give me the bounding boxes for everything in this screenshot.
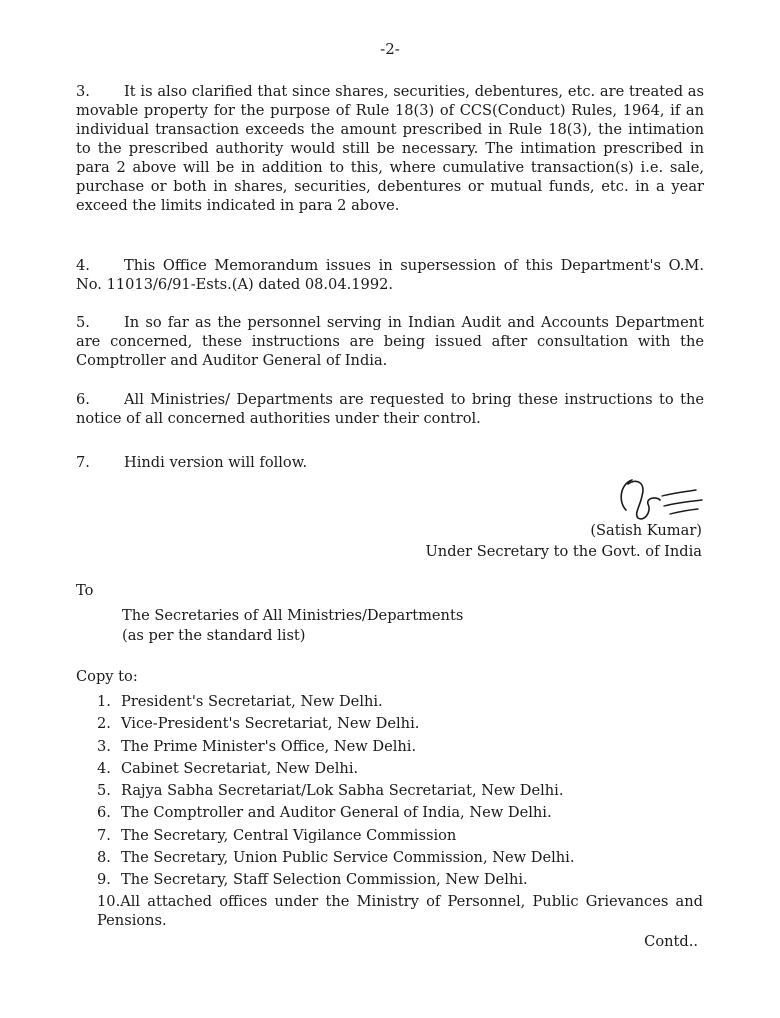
copy-to-text: The Comptroller and Auditor General of India, New Delhi. — [121, 804, 552, 822]
paragraph-number: 5. — [76, 314, 90, 331]
paragraph-6 — [76, 390, 704, 428]
paragraph-5 — [76, 313, 704, 370]
paragraph-number: 3. — [76, 83, 90, 100]
copy-to-text: President's Secretariat, New Delhi. — [121, 693, 383, 710]
paragraph-3 — [76, 82, 704, 215]
copy-to-item — [97, 713, 703, 735]
copy-to-text: All attached offices under the Ministry of Personnel, Public Grievances and Pensions. — [97, 892, 703, 929]
copy-to-number: 3. — [97, 737, 111, 755]
paragraph-text: This Office Memorandum issues in supersession of this Department's O.M. No. 11013/6/91-Ests.(A) dated 08.04.1992. — [76, 257, 704, 293]
copy-to-number: 1. — [97, 693, 111, 710]
copy-to-item — [97, 847, 703, 869]
copy-to-item — [97, 691, 703, 713]
paragraph-number: 6. — [76, 391, 90, 408]
paragraph-4 — [76, 256, 704, 294]
copy-to-list — [97, 691, 703, 930]
copy-to-text: Vice-President's Secretariat, New Delhi. — [121, 715, 420, 733]
copy-to-item — [97, 869, 703, 891]
copy-to-text: The Secretary, Central Vigilance Commission — [121, 826, 457, 844]
copy-to-number: 9. — [97, 871, 111, 889]
copy-to-number: 7. — [97, 826, 111, 844]
page-number: -2- — [380, 40, 400, 58]
paragraph-text: All Ministries/ Departments are requested to bring these instructions to the notice of all concerned authorities under their control. — [76, 391, 704, 427]
copy-to-item — [97, 758, 703, 780]
copy-to-number: 2. — [97, 715, 111, 733]
copy-to-text: Rajya Sabha Secretariat/Lok Sabha Secretariat, New Delhi. — [121, 782, 564, 800]
copy-to-item — [97, 825, 703, 847]
to-label: To — [76, 582, 94, 599]
paragraph-number: 4. — [76, 257, 90, 274]
copy-to-number: 5. — [97, 782, 111, 800]
paragraph-text: It is also clarified that since shares, securities, debentures, etc. are treated as movable property for the purpose of Rule 18(3) of CCS(Conduct) Rules, 1964, if an individual transaction exceeds the amount prescribed in Rule 18(3), the intimation to the prescribed authority would still be necessary. The intimation prescribed in para 2 above will be in addition to this, where cumulative transaction(s) i.e. sale, purchase or both in shares, securities, debentures or mutual funds, etc. in a year exceed the limits indicated in para 2 above. — [76, 83, 704, 214]
copy-to-item — [97, 802, 703, 824]
copy-to-item — [97, 780, 703, 802]
paragraph-text: In so far as the personnel serving in Indian Audit and Accounts Department are concerned, these instructions are being issued after consultation with the Comptroller and Auditor General of India. — [76, 314, 704, 369]
copy-to-item — [97, 736, 703, 758]
addressee-line: (as per the standard list) — [122, 627, 306, 644]
signatory-designation: Under Secretary to the Govt. of India — [425, 543, 702, 560]
copy-to-text: The Secretary, Staff Selection Commission, New Delhi. — [121, 871, 528, 889]
copy-to-label: Copy to: — [76, 668, 138, 685]
paragraph-7 — [76, 453, 704, 472]
copy-to-text: Cabinet Secretariat, New Delhi. — [121, 759, 359, 777]
signatory-name: (Satish Kumar) — [590, 522, 702, 539]
copy-to-number: 8. — [97, 849, 111, 867]
continued-marker: Contd.. — [644, 933, 698, 950]
copy-to-number: 6. — [97, 804, 111, 822]
handwritten-signature — [612, 474, 708, 524]
copy-to-number: 10. — [97, 892, 121, 910]
paragraph-number: 7. — [76, 454, 90, 471]
addressee-line: The Secretaries of All Ministries/Departments — [122, 607, 464, 624]
copy-to-number: 4. — [97, 759, 111, 777]
copy-to-item — [97, 892, 703, 930]
copy-to-text: The Secretary, Union Public Service Commission, New Delhi. — [121, 849, 575, 867]
paragraph-text: Hindi version will follow. — [124, 454, 308, 471]
copy-to-text: The Prime Minister's Office, New Delhi. — [121, 737, 417, 755]
